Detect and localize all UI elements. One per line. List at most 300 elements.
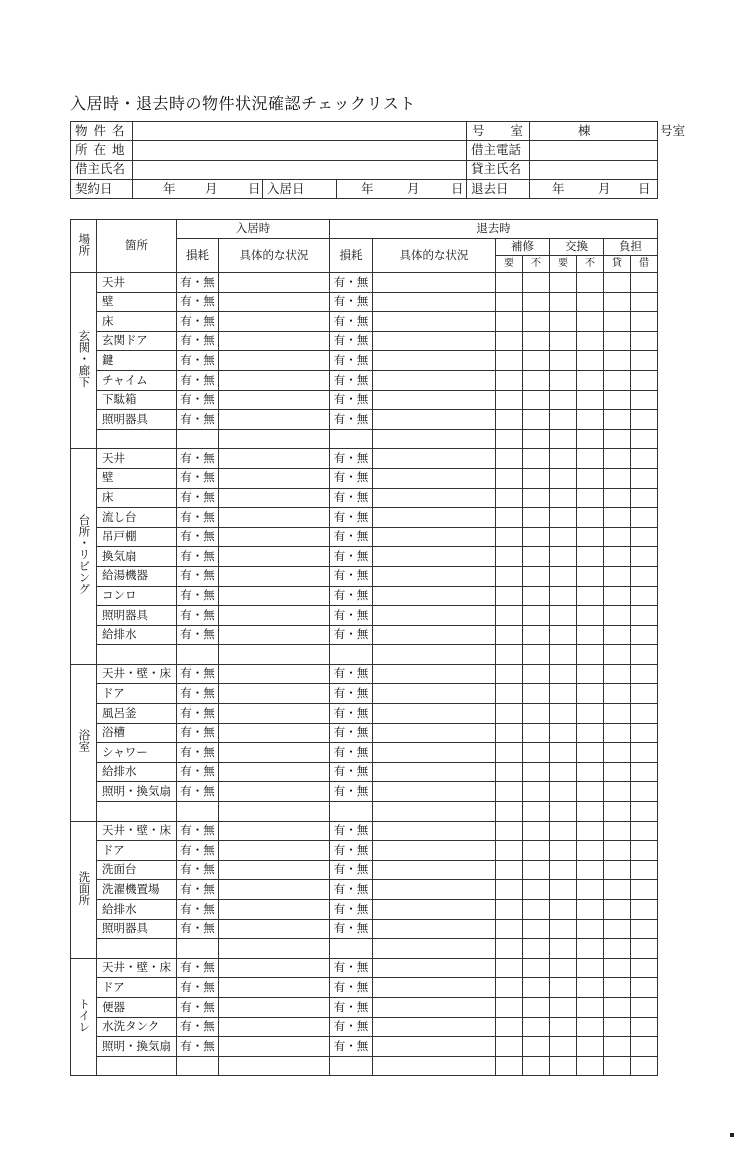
exchange-not-cell[interactable] (577, 684, 604, 704)
exchange-not-cell[interactable] (577, 841, 604, 861)
burden-lender-cell[interactable] (604, 860, 631, 880)
burden-borrower-cell[interactable] (631, 880, 658, 900)
burden-lender-cell[interactable] (604, 821, 631, 841)
exchange-not-cell[interactable] (577, 1037, 604, 1057)
move-out-damage-cell[interactable]: 有・無 (330, 586, 373, 606)
exchange-not-cell[interactable] (577, 782, 604, 802)
move-in-details-cell[interactable] (219, 841, 330, 861)
move-in-damage-cell[interactable]: 有・無 (177, 606, 219, 626)
move-out-details-cell[interactable] (373, 508, 496, 528)
burden-borrower-cell[interactable] (631, 743, 658, 763)
move-in-details-cell[interactable] (219, 762, 330, 782)
move-in-details-cell[interactable] (219, 429, 330, 449)
repair-need-cell[interactable] (496, 704, 523, 724)
move-out-damage-cell[interactable]: 有・無 (330, 566, 373, 586)
exchange-not-cell[interactable] (577, 292, 604, 312)
move-out-details-cell[interactable] (373, 997, 496, 1017)
burden-lender-cell[interactable] (604, 743, 631, 763)
exchange-need-cell[interactable] (550, 606, 577, 626)
exchange-not-cell[interactable] (577, 1017, 604, 1037)
burden-borrower-cell[interactable] (631, 527, 658, 547)
landlord-name-field[interactable] (530, 160, 658, 179)
move-out-details-cell[interactable] (373, 449, 496, 469)
exchange-need-cell[interactable] (550, 684, 577, 704)
exchange-not-cell[interactable] (577, 273, 604, 293)
exchange-need-cell[interactable] (550, 351, 577, 371)
burden-lender-cell[interactable] (604, 606, 631, 626)
exchange-need-cell[interactable] (550, 312, 577, 332)
move-out-damage-cell[interactable]: 有・無 (330, 860, 373, 880)
repair-need-cell[interactable] (496, 331, 523, 351)
burden-borrower-cell[interactable] (631, 410, 658, 430)
repair-need-cell[interactable] (496, 743, 523, 763)
burden-borrower-cell[interactable] (631, 508, 658, 528)
move-in-details-cell[interactable] (219, 1017, 330, 1037)
move-out-damage-cell[interactable]: 有・無 (330, 880, 373, 900)
burden-lender-cell[interactable] (604, 449, 631, 469)
repair-need-cell[interactable] (496, 390, 523, 410)
move-out-damage-cell[interactable]: 有・無 (330, 997, 373, 1017)
repair-not-cell[interactable] (523, 468, 550, 488)
exchange-need-cell[interactable] (550, 723, 577, 743)
repair-need-cell[interactable] (496, 508, 523, 528)
repair-not-cell[interactable] (523, 292, 550, 312)
exchange-not-cell[interactable] (577, 802, 604, 822)
burden-lender-cell[interactable] (604, 704, 631, 724)
exchange-need-cell[interactable] (550, 370, 577, 390)
exchange-not-cell[interactable] (577, 625, 604, 645)
repair-not-cell[interactable] (523, 723, 550, 743)
move-out-details-cell[interactable] (373, 841, 496, 861)
repair-not-cell[interactable] (523, 704, 550, 724)
move-in-details-cell[interactable] (219, 390, 330, 410)
repair-not-cell[interactable] (523, 449, 550, 469)
burden-borrower-cell[interactable] (631, 645, 658, 665)
burden-borrower-cell[interactable] (631, 331, 658, 351)
repair-not-cell[interactable] (523, 900, 550, 920)
move-out-details-cell[interactable] (373, 919, 496, 939)
move-out-details-cell[interactable] (373, 566, 496, 586)
repair-need-cell[interactable] (496, 782, 523, 802)
exchange-need-cell[interactable] (550, 625, 577, 645)
repair-not-cell[interactable] (523, 390, 550, 410)
repair-need-cell[interactable] (496, 664, 523, 684)
exchange-need-cell[interactable] (550, 1037, 577, 1057)
move-in-details-cell[interactable] (219, 958, 330, 978)
move-out-damage-cell[interactable]: 有・無 (330, 958, 373, 978)
burden-lender-cell[interactable] (604, 723, 631, 743)
move-out-damage-cell[interactable]: 有・無 (330, 684, 373, 704)
exchange-not-cell[interactable] (577, 762, 604, 782)
move-out-details-cell[interactable] (373, 606, 496, 626)
exchange-not-cell[interactable] (577, 331, 604, 351)
repair-need-cell[interactable] (496, 488, 523, 508)
exchange-need-cell[interactable] (550, 1056, 577, 1076)
burden-lender-cell[interactable] (604, 468, 631, 488)
move-in-damage-cell[interactable]: 有・無 (177, 292, 219, 312)
move-out-details-cell[interactable] (373, 1056, 496, 1076)
exchange-not-cell[interactable] (577, 312, 604, 332)
burden-borrower-cell[interactable] (631, 1056, 658, 1076)
burden-lender-cell[interactable] (604, 292, 631, 312)
exchange-need-cell[interactable] (550, 1017, 577, 1037)
move-in-details-cell[interactable] (219, 939, 330, 959)
burden-borrower-cell[interactable] (631, 821, 658, 841)
burden-borrower-cell[interactable] (631, 919, 658, 939)
repair-need-cell[interactable] (496, 1037, 523, 1057)
repair-not-cell[interactable] (523, 684, 550, 704)
exchange-need-cell[interactable] (550, 821, 577, 841)
move-out-details-cell[interactable] (373, 782, 496, 802)
burden-lender-cell[interactable] (604, 684, 631, 704)
move-in-damage-cell[interactable]: 有・無 (177, 547, 219, 567)
move-in-details-cell[interactable] (219, 704, 330, 724)
burden-borrower-cell[interactable] (631, 1017, 658, 1037)
move-in-details-cell[interactable] (219, 997, 330, 1017)
move-out-damage-cell[interactable]: 有・無 (330, 312, 373, 332)
move-in-damage-cell[interactable]: 有・無 (177, 488, 219, 508)
repair-not-cell[interactable] (523, 273, 550, 293)
burden-borrower-cell[interactable] (631, 625, 658, 645)
move-in-damage-cell[interactable]: 有・無 (177, 997, 219, 1017)
exchange-not-cell[interactable] (577, 978, 604, 998)
burden-lender-cell[interactable] (604, 1037, 631, 1057)
move-in-damage-cell[interactable]: 有・無 (177, 880, 219, 900)
move-in-details-cell[interactable] (219, 723, 330, 743)
move-out-damage-cell[interactable]: 有・無 (330, 351, 373, 371)
move-out-damage-cell[interactable]: 有・無 (330, 978, 373, 998)
repair-not-cell[interactable] (523, 1017, 550, 1037)
move-in-details-cell[interactable] (219, 527, 330, 547)
repair-need-cell[interactable] (496, 547, 523, 567)
burden-borrower-cell[interactable] (631, 292, 658, 312)
move-out-details-cell[interactable] (373, 762, 496, 782)
repair-need-cell[interactable] (496, 645, 523, 665)
move-in-damage-cell[interactable]: 有・無 (177, 664, 219, 684)
burden-lender-cell[interactable] (604, 762, 631, 782)
move-out-details-cell[interactable] (373, 429, 496, 449)
exchange-not-cell[interactable] (577, 997, 604, 1017)
move-out-details-cell[interactable] (373, 488, 496, 508)
repair-not-cell[interactable] (523, 586, 550, 606)
burden-lender-cell[interactable] (604, 566, 631, 586)
repair-not-cell[interactable] (523, 410, 550, 430)
room-no-field[interactable] (530, 122, 686, 141)
repair-not-cell[interactable] (523, 762, 550, 782)
move-in-damage-cell[interactable]: 有・無 (177, 410, 219, 430)
move-in-damage-cell[interactable]: 有・無 (177, 468, 219, 488)
move-out-details-cell[interactable] (373, 410, 496, 430)
repair-not-cell[interactable] (523, 997, 550, 1017)
repair-not-cell[interactable] (523, 802, 550, 822)
exchange-need-cell[interactable] (550, 488, 577, 508)
burden-lender-cell[interactable] (604, 527, 631, 547)
move-out-details-cell[interactable] (373, 802, 496, 822)
move-out-damage-cell[interactable]: 有・無 (330, 743, 373, 763)
move-out-damage-cell[interactable]: 有・無 (330, 508, 373, 528)
repair-not-cell[interactable] (523, 625, 550, 645)
burden-lender-cell[interactable] (604, 664, 631, 684)
burden-lender-cell[interactable] (604, 978, 631, 998)
exchange-not-cell[interactable] (577, 527, 604, 547)
repair-need-cell[interactable] (496, 802, 523, 822)
move-out-details-cell[interactable] (373, 390, 496, 410)
move-out-damage-cell[interactable]: 有・無 (330, 527, 373, 547)
burden-borrower-cell[interactable] (631, 566, 658, 586)
burden-borrower-cell[interactable] (631, 488, 658, 508)
repair-not-cell[interactable] (523, 566, 550, 586)
move-out-details-cell[interactable] (373, 351, 496, 371)
exchange-not-cell[interactable] (577, 919, 604, 939)
exchange-need-cell[interactable] (550, 586, 577, 606)
repair-not-cell[interactable] (523, 958, 550, 978)
repair-need-cell[interactable] (496, 586, 523, 606)
burden-borrower-cell[interactable] (631, 762, 658, 782)
repair-not-cell[interactable] (523, 429, 550, 449)
burden-borrower-cell[interactable] (631, 841, 658, 861)
burden-borrower-cell[interactable] (631, 1037, 658, 1057)
burden-lender-cell[interactable] (604, 547, 631, 567)
move-out-details-cell[interactable] (373, 645, 496, 665)
move-out-details-cell[interactable] (373, 468, 496, 488)
repair-not-cell[interactable] (523, 664, 550, 684)
burden-lender-cell[interactable] (604, 273, 631, 293)
exchange-not-cell[interactable] (577, 704, 604, 724)
burden-lender-cell[interactable] (604, 331, 631, 351)
move-out-details-cell[interactable] (373, 860, 496, 880)
move-in-damage-cell[interactable]: 有・無 (177, 508, 219, 528)
move-out-details-cell[interactable] (373, 1017, 496, 1037)
burden-borrower-cell[interactable] (631, 586, 658, 606)
repair-not-cell[interactable] (523, 547, 550, 567)
repair-need-cell[interactable] (496, 978, 523, 998)
move-out-details-cell[interactable] (373, 958, 496, 978)
repair-need-cell[interactable] (496, 527, 523, 547)
repair-need-cell[interactable] (496, 351, 523, 371)
move-out-damage-cell[interactable]: 有・無 (330, 292, 373, 312)
exchange-not-cell[interactable] (577, 821, 604, 841)
repair-need-cell[interactable] (496, 939, 523, 959)
burden-borrower-cell[interactable] (631, 449, 658, 469)
exchange-not-cell[interactable] (577, 370, 604, 390)
exchange-not-cell[interactable] (577, 743, 604, 763)
burden-lender-cell[interactable] (604, 958, 631, 978)
move-out-details-cell[interactable] (373, 978, 496, 998)
repair-not-cell[interactable] (523, 939, 550, 959)
exchange-need-cell[interactable] (550, 762, 577, 782)
move-in-damage-cell[interactable]: 有・無 (177, 821, 219, 841)
move-in-details-cell[interactable] (219, 449, 330, 469)
move-in-details-cell[interactable] (219, 292, 330, 312)
move-in-damage-cell[interactable]: 有・無 (177, 919, 219, 939)
repair-need-cell[interactable] (496, 821, 523, 841)
exchange-not-cell[interactable] (577, 880, 604, 900)
move-out-details-cell[interactable] (373, 586, 496, 606)
move-out-damage-cell[interactable]: 有・無 (330, 821, 373, 841)
move-in-details-cell[interactable] (219, 1056, 330, 1076)
move-in-damage-cell[interactable]: 有・無 (177, 978, 219, 998)
burden-borrower-cell[interactable] (631, 860, 658, 880)
move-out-details-cell[interactable] (373, 370, 496, 390)
move-out-damage-cell[interactable]: 有・無 (330, 625, 373, 645)
exchange-need-cell[interactable] (550, 743, 577, 763)
burden-borrower-cell[interactable] (631, 704, 658, 724)
burden-lender-cell[interactable] (604, 390, 631, 410)
move-in-damage-cell[interactable]: 有・無 (177, 782, 219, 802)
move-out-damage-cell[interactable]: 有・無 (330, 273, 373, 293)
move-in-details-cell[interactable] (219, 547, 330, 567)
move-in-details-cell[interactable] (219, 625, 330, 645)
exchange-need-cell[interactable] (550, 841, 577, 861)
exchange-need-cell[interactable] (550, 273, 577, 293)
burden-borrower-cell[interactable] (631, 429, 658, 449)
move-out-details-cell[interactable] (373, 821, 496, 841)
exchange-need-cell[interactable] (550, 390, 577, 410)
repair-need-cell[interactable] (496, 625, 523, 645)
exchange-not-cell[interactable] (577, 508, 604, 528)
move-out-details-cell[interactable] (373, 704, 496, 724)
exchange-need-cell[interactable] (550, 664, 577, 684)
repair-not-cell[interactable] (523, 1056, 550, 1076)
burden-borrower-cell[interactable] (631, 802, 658, 822)
move-out-damage-cell[interactable]: 有・無 (330, 900, 373, 920)
move-out-damage-cell[interactable]: 有・無 (330, 723, 373, 743)
exchange-not-cell[interactable] (577, 860, 604, 880)
burden-lender-cell[interactable] (604, 900, 631, 920)
exchange-need-cell[interactable] (550, 292, 577, 312)
move-in-damage-cell[interactable]: 有・無 (177, 370, 219, 390)
move-in-damage-cell[interactable]: 有・無 (177, 566, 219, 586)
exchange-need-cell[interactable] (550, 919, 577, 939)
move-in-damage-cell[interactable]: 有・無 (177, 586, 219, 606)
burden-lender-cell[interactable] (604, 997, 631, 1017)
move-in-damage-cell[interactable]: 有・無 (177, 723, 219, 743)
exchange-need-cell[interactable] (550, 547, 577, 567)
repair-need-cell[interactable] (496, 606, 523, 626)
exchange-not-cell[interactable] (577, 410, 604, 430)
exchange-not-cell[interactable] (577, 547, 604, 567)
exchange-not-cell[interactable] (577, 939, 604, 959)
move-out-damage-cell[interactable]: 有・無 (330, 331, 373, 351)
exchange-not-cell[interactable] (577, 566, 604, 586)
exchange-need-cell[interactable] (550, 880, 577, 900)
move-out-damage-cell[interactable]: 有・無 (330, 547, 373, 567)
burden-borrower-cell[interactable] (631, 312, 658, 332)
move-out-damage-cell[interactable]: 有・無 (330, 919, 373, 939)
burden-borrower-cell[interactable] (631, 664, 658, 684)
burden-lender-cell[interactable] (604, 351, 631, 371)
move-out-details-cell[interactable] (373, 1037, 496, 1057)
move-in-date-field[interactable]: 年 月 日 (337, 179, 467, 198)
move-in-details-cell[interactable] (219, 488, 330, 508)
burden-borrower-cell[interactable] (631, 370, 658, 390)
move-in-damage-cell[interactable]: 有・無 (177, 449, 219, 469)
burden-lender-cell[interactable] (604, 919, 631, 939)
exchange-need-cell[interactable] (550, 429, 577, 449)
repair-not-cell[interactable] (523, 488, 550, 508)
exchange-need-cell[interactable] (550, 566, 577, 586)
repair-need-cell[interactable] (496, 723, 523, 743)
repair-not-cell[interactable] (523, 880, 550, 900)
repair-need-cell[interactable] (496, 997, 523, 1017)
move-in-details-cell[interactable] (219, 273, 330, 293)
repair-need-cell[interactable] (496, 292, 523, 312)
exchange-need-cell[interactable] (550, 704, 577, 724)
move-in-details-cell[interactable] (219, 821, 330, 841)
repair-need-cell[interactable] (496, 468, 523, 488)
exchange-need-cell[interactable] (550, 331, 577, 351)
move-in-details-cell[interactable] (219, 586, 330, 606)
exchange-not-cell[interactable] (577, 351, 604, 371)
move-out-damage-cell[interactable]: 有・無 (330, 1037, 373, 1057)
move-in-details-cell[interactable] (219, 880, 330, 900)
exchange-need-cell[interactable] (550, 508, 577, 528)
move-in-damage-cell[interactable]: 有・無 (177, 900, 219, 920)
repair-need-cell[interactable] (496, 449, 523, 469)
burden-lender-cell[interactable] (604, 312, 631, 332)
move-out-details-cell[interactable] (373, 547, 496, 567)
move-in-details-cell[interactable] (219, 782, 330, 802)
move-out-details-cell[interactable] (373, 684, 496, 704)
burden-lender-cell[interactable] (604, 939, 631, 959)
move-in-damage-cell[interactable]: 有・無 (177, 1017, 219, 1037)
move-in-damage-cell[interactable]: 有・無 (177, 273, 219, 293)
exchange-need-cell[interactable] (550, 958, 577, 978)
move-in-details-cell[interactable] (219, 606, 330, 626)
move-in-damage-cell[interactable]: 有・無 (177, 1037, 219, 1057)
exchange-not-cell[interactable] (577, 468, 604, 488)
repair-need-cell[interactable] (496, 1056, 523, 1076)
repair-need-cell[interactable] (496, 410, 523, 430)
repair-not-cell[interactable] (523, 743, 550, 763)
burden-borrower-cell[interactable] (631, 606, 658, 626)
move-in-damage-cell[interactable]: 有・無 (177, 841, 219, 861)
move-out-date-field[interactable]: 年 月 日 (530, 179, 658, 198)
exchange-not-cell[interactable] (577, 723, 604, 743)
exchange-need-cell[interactable] (550, 410, 577, 430)
burden-borrower-cell[interactable] (631, 978, 658, 998)
repair-need-cell[interactable] (496, 841, 523, 861)
move-out-details-cell[interactable] (373, 900, 496, 920)
repair-not-cell[interactable] (523, 1037, 550, 1057)
repair-need-cell[interactable] (496, 900, 523, 920)
move-in-damage-cell[interactable]: 有・無 (177, 684, 219, 704)
tenant-phone-field[interactable] (530, 141, 658, 160)
move-in-details-cell[interactable] (219, 900, 330, 920)
move-out-details-cell[interactable] (373, 527, 496, 547)
repair-not-cell[interactable] (523, 860, 550, 880)
burden-lender-cell[interactable] (604, 1017, 631, 1037)
repair-not-cell[interactable] (523, 508, 550, 528)
repair-not-cell[interactable] (523, 370, 550, 390)
exchange-not-cell[interactable] (577, 645, 604, 665)
move-in-damage-cell[interactable]: 有・無 (177, 527, 219, 547)
burden-borrower-cell[interactable] (631, 723, 658, 743)
exchange-need-cell[interactable] (550, 978, 577, 998)
burden-borrower-cell[interactable] (631, 351, 658, 371)
move-in-details-cell[interactable] (219, 802, 330, 822)
move-out-damage-cell[interactable]: 有・無 (330, 468, 373, 488)
move-in-details-cell[interactable] (219, 410, 330, 430)
repair-need-cell[interactable] (496, 370, 523, 390)
burden-lender-cell[interactable] (604, 1056, 631, 1076)
repair-need-cell[interactable] (496, 566, 523, 586)
burden-borrower-cell[interactable] (631, 958, 658, 978)
move-out-details-cell[interactable] (373, 939, 496, 959)
exchange-need-cell[interactable] (550, 860, 577, 880)
burden-lender-cell[interactable] (604, 782, 631, 802)
exchange-not-cell[interactable] (577, 900, 604, 920)
